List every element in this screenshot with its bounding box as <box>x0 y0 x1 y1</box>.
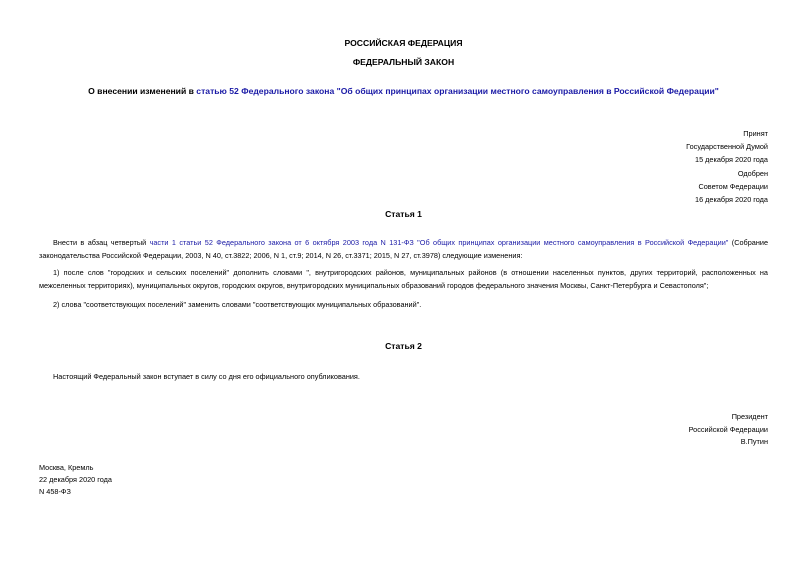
date-line: 22 декабря 2020 года <box>39 475 112 485</box>
acceptance-line: Советом Федерации <box>698 181 768 191</box>
acceptance-line: Одобрен <box>737 168 768 178</box>
article1-item1: 1) после слов "городских и сельских поселений" дополнить словами ", внутригородских районов, муниципальных районов (в отношении населенных пунктов, других территорий, расположенных на межселенных территориях), муниципальных округов, городских округов, внутригородских муниципальных образований городов федерального значения Москвы, Санкт-Петербурга и Севастополя"; <box>39 268 768 290</box>
place-line: Москва, Кремль <box>39 463 94 472</box>
acceptance-line: 16 декабря 2020 года <box>695 195 768 205</box>
signature-line: Президент <box>731 412 768 421</box>
law-number-line: N 458-ФЗ <box>39 487 71 497</box>
law-title <box>0 86 807 98</box>
signature-block <box>568 411 768 449</box>
article2-text: Настоящий Федеральный закон вступает в силу со дня его официального опубликования. <box>53 372 360 381</box>
place-date-block <box>39 462 259 499</box>
law-title-link[interactable]: статью 52 Федерального закона "Об общих принципах организации местного самоуправления в Российской Федерации" <box>196 86 719 96</box>
law-title-prefix: О внесении изменений в <box>88 86 197 96</box>
acceptance-line: Государственной Думой <box>686 142 768 152</box>
article1-intro-link[interactable]: части 1 статьи 52 Федерального закона от 6 октября 2003 года N 131-ФЗ "Об общих принципах организации местного самоуправления в Российской Федерации" <box>149 238 729 247</box>
doc-type-heading: ФЕДЕРАЛЬНЫЙ ЗАКОН <box>352 57 455 67</box>
acceptance-line: Принят <box>743 129 768 138</box>
article1-item2: 2) слова "соответствующих поселений" заменить словами "соответствующих муниципальных образований". <box>53 300 422 309</box>
article1-intro-prefix: Внести в абзац четвертый <box>53 238 150 247</box>
article1-heading: Статья 1 <box>385 209 422 219</box>
article1-intro <box>39 236 768 262</box>
signature-line: Российской Федерации <box>688 424 768 434</box>
article2-heading: Статья 2 <box>385 341 422 351</box>
acceptance-block <box>568 127 768 206</box>
article1-intro-suffix: (Собрание законодательства Российской Федерации, 2003, N 40, ст.3822; 2006, N 1, ст.9; 2014, N 26, ст.3371; 2015, N 27, ст.3978) следующие изменения: <box>39 238 768 260</box>
country-heading: РОССИЙСКАЯ ФЕДЕРАЦИЯ <box>344 38 463 48</box>
signature-line: В.Путин <box>740 437 768 446</box>
acceptance-line: 15 декабря 2020 года <box>695 155 768 165</box>
